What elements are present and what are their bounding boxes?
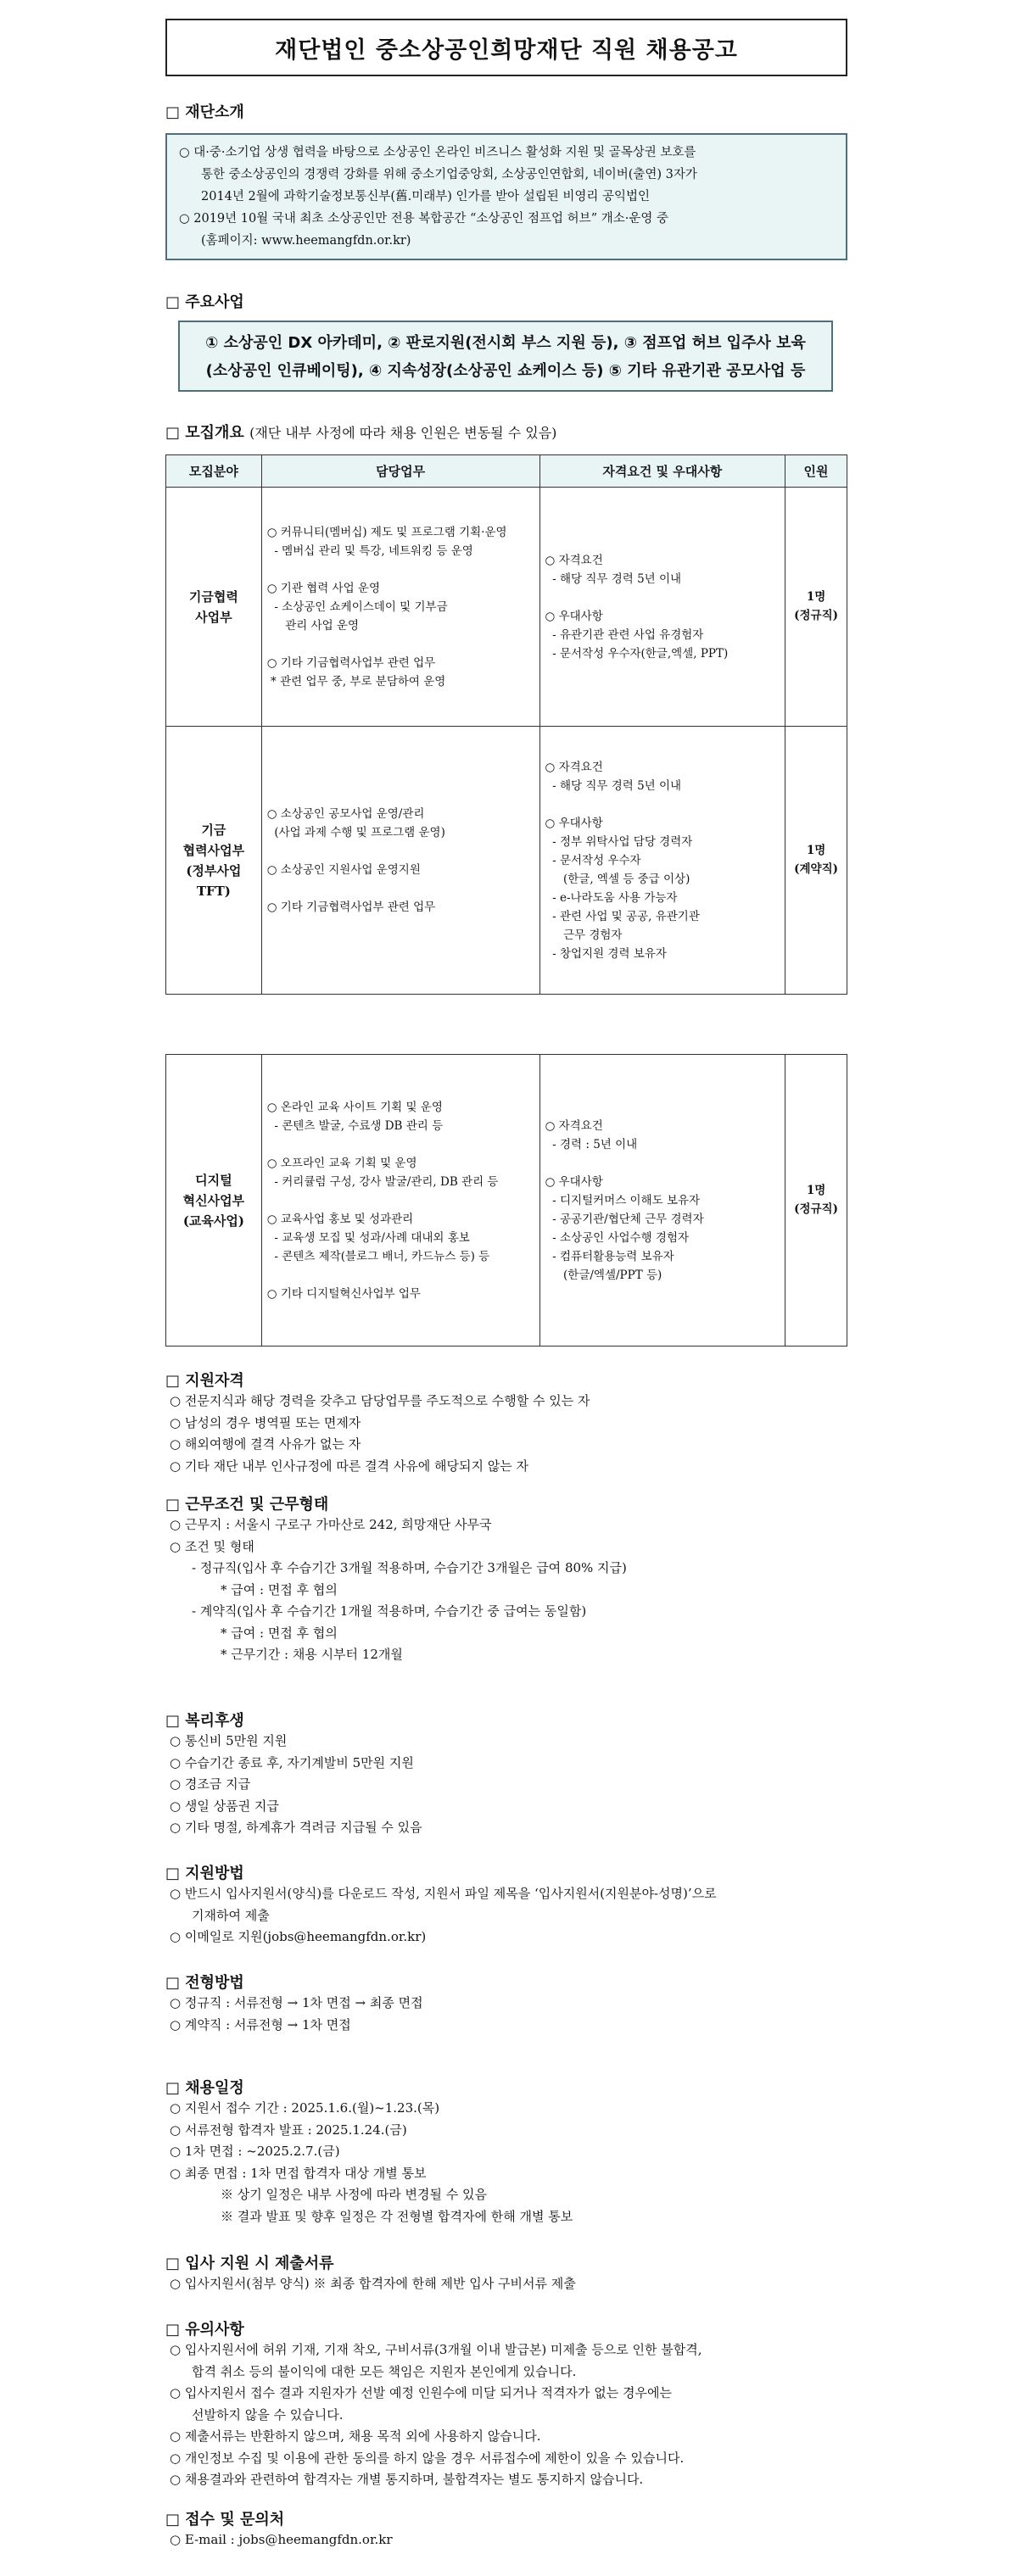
cell-line: - 콘텐츠 발굴, 수료생 DB 관리 등 [266,1118,444,1133]
cell-line: - 경력 : 5년 이내 [545,1137,638,1151]
table-row [166,488,847,727]
recruit-heading-title: □ 모집개요 [165,424,244,442]
list-item: ○ 조건 및 형태 [170,1538,254,1554]
schedule-list [170,2098,573,2228]
list-item: ○ 입사지원서(첨부 양식) ※ 최종 합격자에 한해 제반 입사 구비서류 제출 [170,2276,576,2291]
list-item: ○ 전문지식과 해당 경력을 갖추고 담당업무를 주도적으로 수행할 수 있는 자 [170,1393,590,1408]
about-line: 2014년 2월에 과학기술정보통신부(舊.미래부) 인가를 받아 설립된 비영리 공익법인 [201,190,651,204]
list-item: 합격 취소 등의 불이익에 대한 모든 책임은 지원자 본인에게 있습니다. [192,2363,577,2379]
cell-line: - 컴퓨터활용능력 보유자 [545,1249,674,1263]
table-row [166,1055,847,1347]
list-item: ○ 1차 면접 : ~2025.2.7.(금) [170,2144,340,2159]
notice-list [170,2339,702,2491]
table-header-row [166,455,847,488]
cell-line: (정규직) [794,608,838,622]
qualification-heading: □ 지원자격 [165,1372,244,1390]
cell-line: (교육사업) [182,1213,244,1229]
field-cell [166,488,262,727]
cell-line: - 문서작성 우수자(한글,엑셀, PPT) [545,646,729,661]
list-item: ○ 입사지원서 접수 결과 지원자가 선발 예정 인원수에 미달 되거나 적격자가 없는 경우에는 [170,2385,672,2400]
cell-line: ○ 온라인 교육 사이트 기획 및 운영 [266,1100,443,1114]
cell-line [267,1191,534,1210]
cell-line: - 관련 사업 및 공공, 유관기관 [545,909,700,923]
quals-cell [539,488,785,727]
field-cell [166,727,262,995]
list-item: ○ 채용결과와 관련하여 합격자는 개별 통지하며, 불합격자는 별도 통지하지 않습니다. [170,2472,644,2487]
col-header: 담당업무 [261,455,539,488]
list-item: ※ 상기 일정은 내부 사정에 따라 변경될 수 있음 [221,2187,487,2202]
list-item: 기재하여 제출 [192,1907,270,1923]
about-line: ○ 2019년 10월 국내 최초 소상공인만 전용 복합공간 “소상공인 점프업 허브” 개소·운영 중 [179,212,668,226]
cell-line: ○ 자격요건 [545,553,603,567]
list-item: ○ 개인정보 수집 및 이용에 관한 동의를 하지 않을 경우 서류접수에 제한이 있을 수 있습니다. [170,2450,685,2466]
cell-line: 기금 [201,822,226,838]
cell-line: - 창업지원 경력 보유자 [545,946,667,961]
cell-line: - 디지털커머스 이해도 보유자 [545,1193,701,1207]
contact-heading: □ 접수 및 문의처 [165,2511,285,2529]
cell-line: (정부사업 [186,862,242,878]
about-line: ○ 대·중·소기업 상생 협력을 바탕으로 소상공인 온라인 비즈니스 활성화 지원 및 골목상권 보호를 [179,146,696,159]
cell-line: ○ 자격요건 [545,760,603,774]
notice-heading: □ 유의사항 [165,2321,244,2339]
business-line: ① 소상공인 DX 아카데미, ② 판로지원(전시회 부스 지원 등), ③ 점프업 허브 입주사 보육 [205,334,806,352]
cell-line [545,1154,780,1173]
duties-cell [261,1055,539,1347]
list-item: ○ E-mail : jobs@heemangfdn.or.kr [170,2532,393,2547]
col-header: 모집분야 [166,455,262,488]
duties-cell [261,488,539,727]
table-row [166,727,847,995]
cell-line [267,635,534,654]
list-item: * 급여 : 면접 후 협의 [221,1625,338,1641]
cell-line: - 문서작성 우수자 [545,853,641,867]
count-cell [785,1055,847,1347]
cell-line: (계약직) [794,861,838,876]
list-item: ※ 결과 발표 및 향후 일정은 각 전형별 합격자에 한해 개별 통보 [221,2208,573,2224]
about-heading: □ 재단소개 [165,103,244,121]
about-line: 통한 중소상공인의 경쟁력 강화를 위해 중소기업중앙회, 소상공인연합회, 네이버(출연) 3자가 [201,168,697,181]
cell-line: ○ 우대사항 [545,816,603,830]
cell-line: 1명 [806,1183,826,1197]
cell-line: - 해당 직무 경력 5년 이내 [545,778,682,793]
cell-line [267,1266,534,1285]
welfare-heading: □ 복리후생 [165,1712,244,1730]
cell-line: - 공공기관/협단체 근무 경력자 [545,1212,704,1226]
list-item: ○ 수습기간 종료 후, 자기계발비 5만원 지원 [170,1754,414,1770]
cell-line: 협력사업부 [182,842,245,858]
about-box [165,133,847,260]
cell-line: - e-나라도움 사용 가능자 [545,890,678,905]
cell-line: ○ 기타 기금협력사업부 관련 업무 [266,900,436,914]
business-heading: □ 주요사업 [165,293,244,311]
cell-line [267,842,534,861]
page-title: 재단법인 중소상공인희망재단 직원 채용공고 [165,19,847,76]
list-item: 선발하지 않을 수 있습니다. [192,2406,344,2423]
cell-line: 1명 [806,589,826,604]
list-item: ○ 지원서 접수 기간 : 2025.1.6.(월)~1.23.(목) [170,2100,440,2116]
cell-line [267,879,534,898]
quals-cell [539,727,785,995]
recruit-note: (재단 내부 사정에 따라 채용 인원은 변동될 수 있음) [249,425,557,441]
contact-list [170,2529,393,2551]
count-cell [785,488,847,727]
list-item: * 근무기간 : 채용 시부터 12개월 [221,1647,403,1662]
documents-heading: □ 입사 지원 시 제출서류 [165,2255,334,2272]
list-item: ○ 이메일로 지원(jobs@heemangfdn.or.kr) [170,1929,427,1944]
qualification-list [170,1391,590,1477]
list-item: * 급여 : 면접 후 협의 [221,1581,338,1597]
cell-line: 디지털 [195,1172,232,1188]
process-heading: □ 전형방법 [165,1974,244,1992]
cell-line: ○ 소상공인 공모사업 운영/관리 [266,806,425,821]
list-item: ○ 계약직 : 서류전형 → 1차 면접 [170,2016,351,2032]
cell-line: ○ 커뮤니티(멤버십) 제도 및 프로그램 기획·운영 [266,525,507,539]
cell-line: ○ 기타 디지털혁신사업부 업무 [266,1286,421,1301]
cell-line: (한글/엑셀/PPT 등) [545,1268,662,1282]
cell-line: TFT) [196,883,231,899]
list-item: ○ 해외여행에 결격 사유가 없는 자 [170,1436,361,1452]
list-item: ○ 기타 재단 내부 인사규정에 따른 결격 사유에 해당되지 않는 자 [170,1458,529,1474]
schedule-heading: □ 채용일정 [165,2079,244,2097]
cell-line: - 정부 위탁사업 담당 경력자 [545,834,693,849]
cell-line: 근무 경험자 [545,928,623,942]
documents-list [170,2273,576,2295]
cell-line: - 해당 직무 경력 5년 이내 [545,572,682,586]
duties-cell [261,727,539,995]
cell-line: ○ 자격요건 [545,1118,603,1133]
cell-line: - 유관기관 관련 사업 유경험자 [545,627,704,642]
cell-line [267,1135,534,1154]
cell-line: - 콘텐츠 제작(블로그 배너, 카드뉴스 등) 등 [266,1249,490,1263]
list-item: - 계약직(입사 후 수습기간 1개월 적용하며, 수습기간 중 급여는 동일함) [192,1603,587,1619]
business-box [178,321,833,392]
cell-line: - 멤버십 관리 및 특강, 네트워킹 등 운영 [266,544,473,558]
list-item: - 정규직(입사 후 수습기간 3개월 적용하며, 수습기간 3개월은 급여 80% 지급) [192,1560,627,1575]
cell-line: (한글, 엑셀 등 중급 이상) [545,872,690,886]
cell-line: 사업부 [195,609,232,625]
list-item: ○ 정규직 : 서류전형 → 1차 면접 → 최종 면접 [170,1995,423,2010]
cell-line: - 커리큘럼 구성, 강사 발굴/관리, DB 관리 등 [266,1174,499,1189]
cell-line: ○ 우대사항 [545,1174,603,1189]
list-item: ○ 경조금 지급 [170,1776,251,1792]
cell-line: ○ 소상공인 지원사업 운영지원 [266,862,421,877]
cell-line [267,560,534,579]
list-item: ○ 서류전형 합격자 발표 : 2025.1.24.(금) [170,2122,407,2138]
cell-line: - 소상공인 사업수행 경험자 [545,1230,690,1245]
list-item: ○ 통신비 5만원 지원 [170,1733,288,1748]
business-line: (소상공인 인큐베이팅), ④ 지속성장(소상공인 쇼케이스 등) ⑤ 기타 유관기관 공모사업 등 [205,362,806,380]
work-list [170,1514,627,1666]
list-item: ○ 남성의 경우 병역필 또는 면제자 [170,1414,361,1430]
cell-line: ○ 오프라인 교육 기획 및 운영 [266,1156,417,1170]
apply-heading: □ 지원방법 [165,1865,244,1882]
cell-line [545,795,780,814]
field-cell [166,1055,262,1347]
list-item: ○ 입사지원서에 허위 기재, 기재 착오, 구비서류(3개월 이내 발급본) 미제출 등으로 인한 불합격, [170,2342,702,2357]
process-list [170,1993,423,2036]
about-homepage: (홈페이지: www.heemangfdn.or.kr) [201,234,411,248]
list-item: ○ 반드시 입사지원서(양식)를 다운로드 작성, 지원서 파일 제목을 ‘입사지원서(지원분야-성명)’으로 [170,1886,717,1901]
recruit-table-continued [165,1054,847,1347]
cell-line: - 교육생 모집 및 성과/사례 대내외 홍보 [266,1230,470,1245]
list-item: ○ 기타 명절, 하계휴가 격려금 지급될 수 있음 [170,1820,422,1835]
cell-line: 관리 사업 운영 [266,618,360,633]
list-item: ○ 최종 면접 : 1차 면접 합격자 대상 개별 통보 [170,2165,427,2181]
list-item: ○ 근무지 : 서울시 구로구 가마산로 242, 희망재단 사무국 [170,1517,492,1532]
welfare-list [170,1731,422,1839]
cell-line: - 소상공인 쇼케이스데이 및 기부금 [266,599,448,614]
cell-line: 기금협력 [188,588,238,605]
count-cell [785,727,847,995]
work-heading: □ 근무조건 및 근무형태 [165,1496,329,1514]
cell-line: ○ 교육사업 홍보 및 성과관리 [266,1212,414,1226]
list-item: ○ 생일 상품권 지급 [170,1798,279,1814]
recruit-table [165,454,847,995]
list-item: ○ 제출서류는 반환하지 않으며, 채용 목적 외에 사용하지 않습니다. [170,2428,541,2444]
cell-line: (사업 과제 수행 및 프로그램 운영) [266,825,445,839]
cell-line: * 관련 업무 중, 부로 분담하여 운영 [266,674,446,689]
col-header: 자격요건 및 우대사항 [539,455,785,488]
apply-list [170,1883,717,1949]
cell-line [545,588,780,607]
recruit-heading [165,421,556,443]
cell-line: 1명 [806,843,826,857]
cell-line: ○ 우대사항 [545,609,603,623]
cell-line: ○ 기관 협력 사업 운영 [266,581,381,595]
quals-cell [539,1055,785,1347]
cell-line: ○ 기타 기금협력사업부 관련 업무 [266,655,436,670]
col-header: 인원 [785,455,847,488]
cell-line: 혁신사업부 [182,1192,245,1208]
cell-line: (정규직) [794,1202,838,1216]
